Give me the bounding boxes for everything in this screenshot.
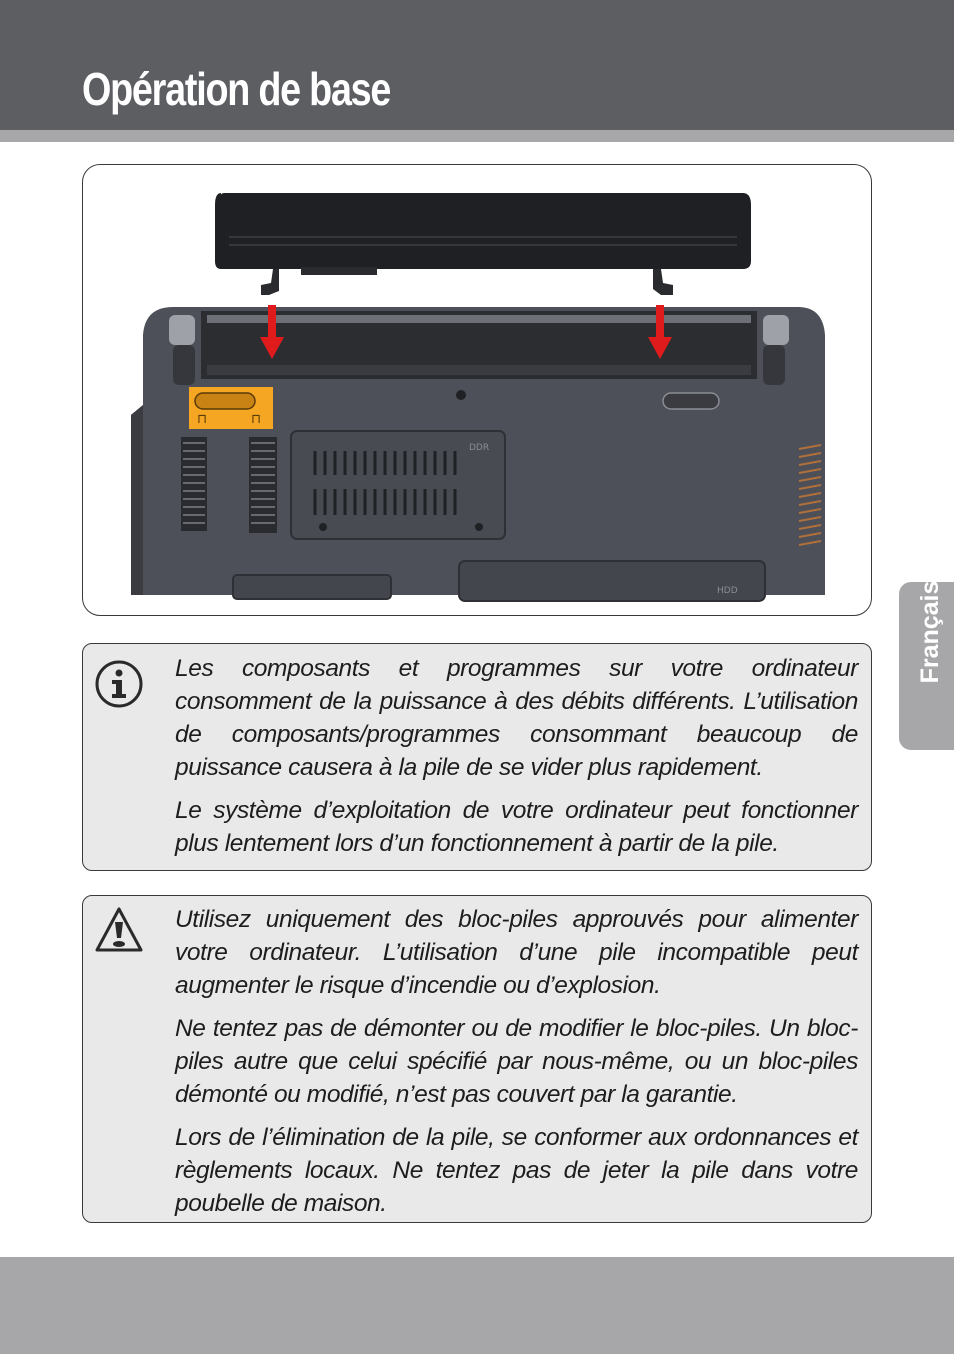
info-note-paragraph: Les composants et programmes sur votre ordinateur consomment de la puissance à des débits différents. L’utilisation de composants/programmes consommant beaucoup de puissance causera à la pile de se vider plus rapidement. bbox=[175, 655, 858, 781]
language-side-tab-label: Français bbox=[916, 580, 944, 684]
language-side-tab[interactable] bbox=[899, 582, 954, 750]
info-note-paragraph: Le système d’exploitation de votre ordinateur peut fonctionner plus lentement lors d’un fonctionnement à partir de la pile. bbox=[175, 797, 858, 857]
hdd-label: HDD bbox=[717, 586, 738, 596]
warning-icon bbox=[93, 904, 145, 956]
warning-note-paragraph: Utilisez uniquement des bloc-piles approuvés pour alimenter votre ordinateur. L’utilisation d’une pile incompatible peut augmenter le risque d’incendie ou d’explosion. bbox=[175, 906, 858, 999]
laptop-battery-illustration bbox=[83, 165, 872, 616]
info-note bbox=[82, 643, 872, 871]
warning-note bbox=[82, 895, 872, 1223]
warning-note-paragraph: Lors de l’élimination de la pile, se conformer aux ordonnances et règlements locaux. Ne tentez pas de jeter la pile dans votre poubelle de maison. bbox=[175, 1124, 858, 1217]
info-icon bbox=[93, 658, 145, 710]
info-note-text bbox=[175, 652, 858, 860]
battery-pack bbox=[215, 193, 751, 269]
footer-bar bbox=[0, 1257, 954, 1354]
warning-note-text bbox=[175, 903, 858, 1220]
battery-figure bbox=[82, 164, 872, 616]
svg-text:⊓: ⊓ bbox=[251, 412, 262, 427]
header-strip bbox=[0, 130, 954, 142]
warning-note-paragraph: Ne tentez pas de démonter ou de modifier le bloc-piles. Un bloc-piles autre que celui spécifié par nous-même, ou un bloc-piles démonté ou modifié, n’est pas couvert par la garantie. bbox=[175, 1015, 858, 1108]
page-title: Opération de base bbox=[82, 63, 391, 115]
ddr-label: DDR bbox=[469, 443, 490, 453]
svg-text:⊓: ⊓ bbox=[197, 412, 208, 427]
